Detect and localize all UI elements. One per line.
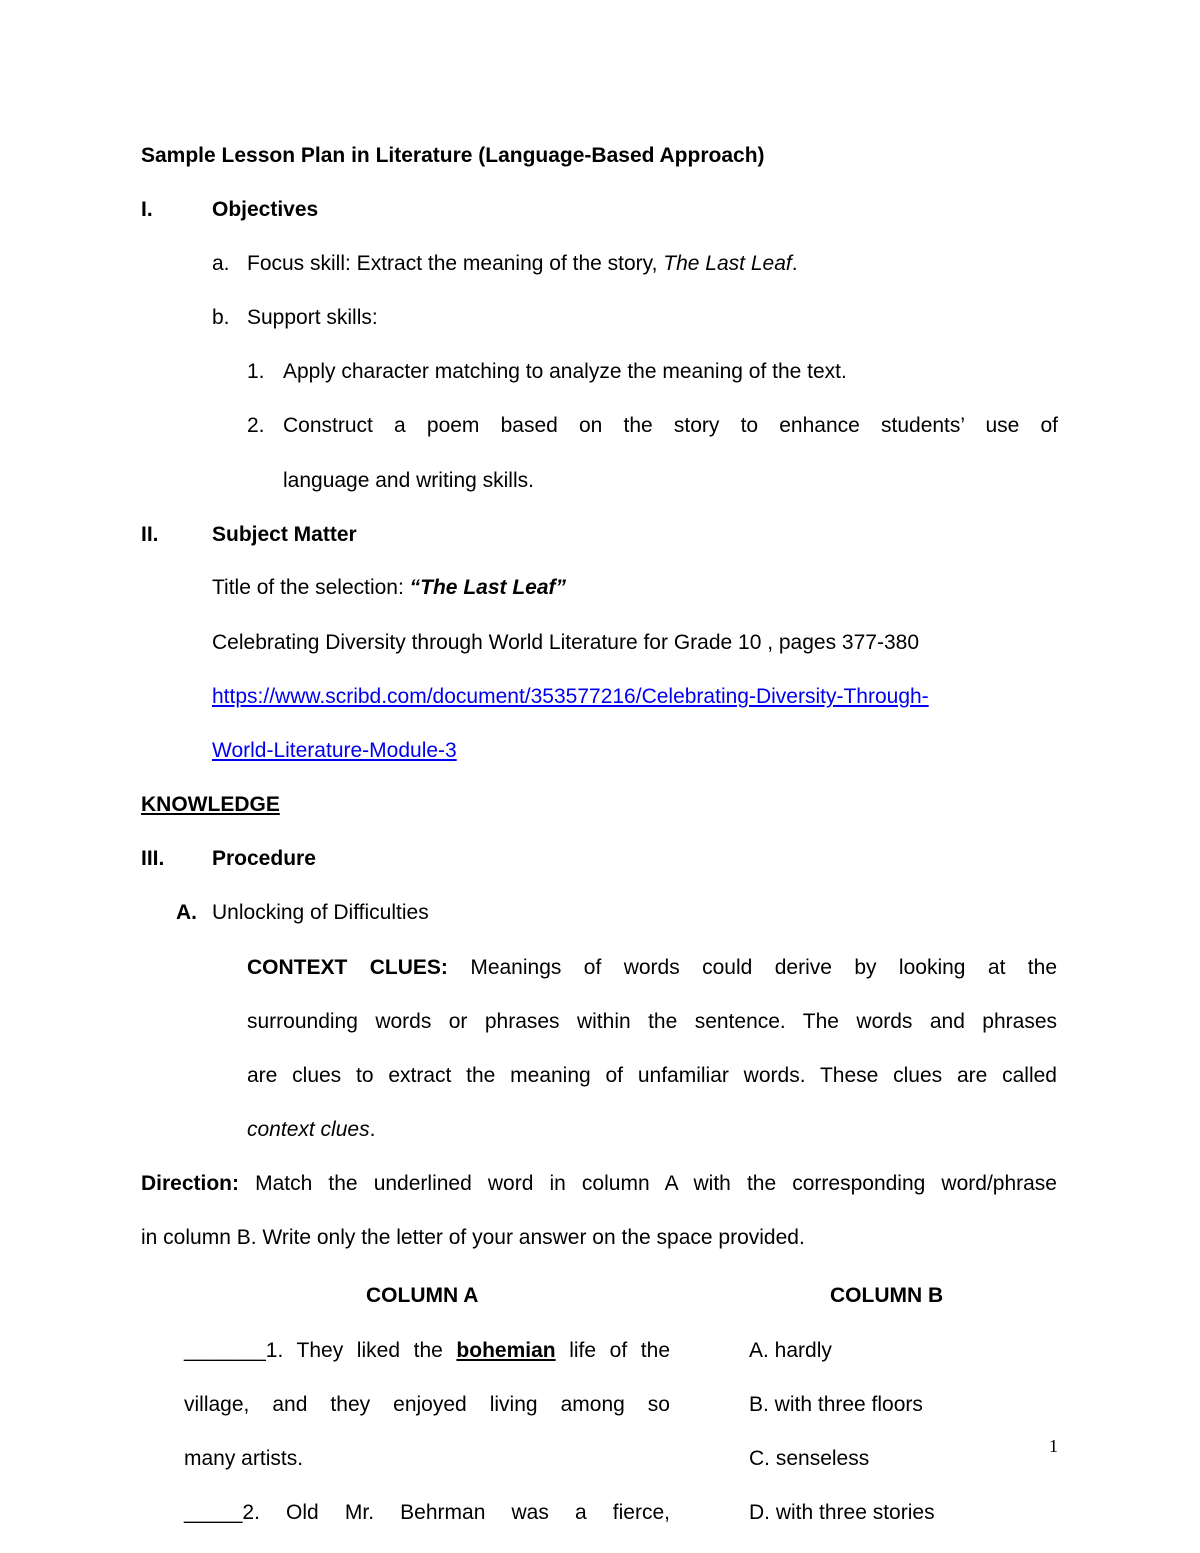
- support-skill-2-label: 2.: [247, 414, 265, 437]
- procedure-a-text: Unlocking of Difficulties: [212, 901, 429, 924]
- item-1-post: life of the: [555, 1339, 670, 1362]
- document-title: Sample Lesson Plan in Literature (Language-Based Approach): [141, 144, 765, 167]
- source-link-line2[interactable]: World-Literature-Module-3: [212, 739, 457, 762]
- context-clues-line1-text: Meanings of words could derive by looking at the: [447, 956, 1057, 979]
- context-clues-label: CONTEXT CLUES:: [247, 956, 448, 979]
- knowledge-heading: KNOWLEDGE: [141, 793, 280, 816]
- direction-line1-text: Match the underlined word in column A with the corresponding word/phrase: [239, 1172, 1057, 1195]
- section-heading-procedure: Procedure: [212, 847, 316, 870]
- item-2-text: 2. Old Mr. Behrman was a fierce,: [242, 1501, 670, 1524]
- column-b-option-c: C. senseless: [749, 1447, 870, 1470]
- context-clues-line2: surrounding words or phrases within the sentence. The words and phrases: [247, 1010, 1057, 1033]
- objective-b-text: Support skills:: [247, 306, 378, 329]
- context-clues-line3: are clues to extract the meaning of unfamiliar words. These clues are called: [247, 1064, 1057, 1087]
- selection-title-label: Title of the selection:: [212, 576, 410, 599]
- section-numeral-procedure: III.: [141, 847, 165, 870]
- column-b-option-b: B. with three floors: [749, 1393, 923, 1416]
- support-skill-1-text: Apply character matching to analyze the meaning of the text.: [283, 360, 847, 383]
- item-1-word: bohemian: [456, 1339, 556, 1362]
- procedure-a-label: A.: [176, 901, 197, 924]
- support-skill-2-line2: language and writing skills.: [283, 469, 534, 492]
- objective-a-text: Focus skill: Extract the meaning of the story,: [247, 252, 664, 275]
- context-clues-term: context clues: [247, 1118, 370, 1141]
- direction-line1: [141, 1170, 1057, 1198]
- context-clues-line4: [247, 1116, 375, 1144]
- column-b-option-d: D. with three stories: [749, 1501, 935, 1524]
- objective-b-label: b.: [212, 306, 230, 329]
- item-1-line2: village, and they enjoyed living among so: [184, 1393, 670, 1416]
- column-b-header: COLUMN B: [830, 1284, 944, 1307]
- item-1-line1: [184, 1337, 670, 1365]
- objective-a: [247, 250, 798, 278]
- selection-title-value: “The Last Leaf”: [409, 576, 567, 599]
- section-numeral-subject: II.: [141, 523, 159, 546]
- objective-a-label: a.: [212, 252, 230, 275]
- selection-title: [212, 574, 566, 602]
- context-clues-end: .: [369, 1118, 376, 1141]
- support-skill-2-line1: Construct a poem based on the story to enhance students’ use of: [283, 414, 1058, 437]
- item-1-blank: _______: [184, 1339, 266, 1362]
- column-a-header: COLUMN A: [366, 1284, 479, 1307]
- item-2-line1: [184, 1499, 670, 1527]
- page-number: 1: [1049, 1436, 1058, 1456]
- section-heading-subject: Subject Matter: [212, 523, 357, 546]
- item-2-blank: _____: [184, 1501, 243, 1524]
- column-b-option-a: A. hardly: [749, 1339, 832, 1362]
- selection-source: Celebrating Diversity through World Literature for Grade 10 , pages 377-380: [212, 631, 919, 654]
- context-clues-line1: [247, 954, 1057, 982]
- objective-a-story: The Last Leaf: [663, 252, 792, 275]
- direction-line2: in column B. Write only the letter of your answer on the space provided.: [141, 1226, 805, 1249]
- direction-label: Direction:: [141, 1172, 240, 1195]
- section-numeral-objectives: I.: [141, 198, 153, 221]
- item-1-pre: 1. They liked the: [265, 1339, 457, 1362]
- support-skill-1-label: 1.: [247, 360, 265, 383]
- item-1-line3: many artists.: [184, 1447, 304, 1470]
- source-link-line1[interactable]: https://www.scribd.com/document/353577216/Celebrating-Diversity-Through-: [212, 685, 929, 708]
- section-heading-objectives: Objectives: [212, 198, 319, 221]
- objective-a-end: .: [791, 252, 798, 275]
